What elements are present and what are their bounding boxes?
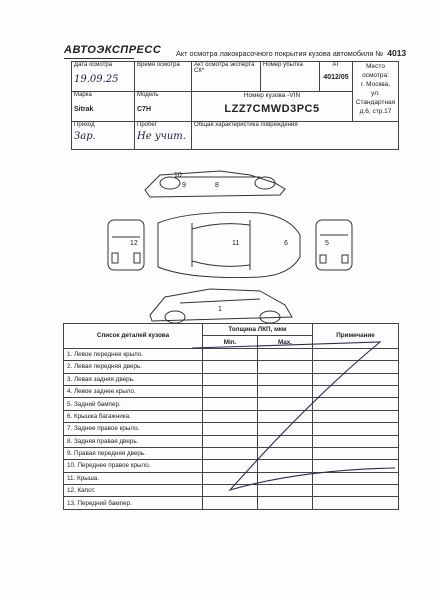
part-label-11: 11	[232, 240, 240, 247]
header-form-table	[71, 61, 399, 150]
part-name: 8. Задняя правая дверь.	[64, 435, 203, 447]
time-cell	[135, 62, 192, 92]
part-name: 7. Заднее правое крыло.	[64, 423, 203, 435]
part-name: 5. Задний бампер.	[64, 398, 203, 410]
place-label: Место осмотра:	[362, 63, 389, 79]
expert-label: Акт осмотра эксперта СК*	[194, 62, 255, 74]
model-value: C7H	[137, 106, 152, 113]
model-label: Модель	[137, 92, 159, 98]
part-name: 6. Крышка багажника.	[64, 410, 203, 422]
car-rear-view	[316, 220, 352, 270]
expert-cell	[192, 62, 261, 92]
damage-cell	[192, 122, 399, 150]
col-min-header: Min.	[203, 336, 258, 348]
company-logo: АВТОЭКСПРЕСС	[64, 44, 162, 56]
title-text: Акт осмотра лакокрасочного покрытия кузова автомобиля №	[176, 49, 384, 58]
brand-label: Марка	[74, 92, 92, 98]
car-top-view	[158, 212, 300, 277]
claim-label: Номер убытка	[263, 62, 303, 68]
part-label-12: 12	[130, 240, 138, 247]
inspection-place	[353, 62, 399, 122]
part-label-10: 10	[174, 172, 182, 179]
part-label-5: 5	[325, 240, 329, 247]
col-thickness-header: Толщина ЛКП, мкм	[203, 324, 313, 336]
part-label-6: 6	[284, 240, 288, 247]
col-list-header: Список деталей кузова	[64, 324, 203, 349]
part-name: 12. Капот.	[64, 485, 203, 497]
ac-value: 4012/05	[323, 74, 349, 81]
part-name: 13. Передний бампер.	[64, 497, 203, 509]
claim-cell	[261, 62, 320, 92]
part-name: 4. Левое заднее крыло.	[64, 385, 203, 397]
place-line-3: д.6, стр.17	[359, 108, 392, 115]
part-label-1: 1	[218, 306, 222, 313]
part-label-8: 8	[215, 182, 219, 189]
vin-label: Номер кузова -VIN	[243, 92, 301, 99]
place-line-2: ул. Стандартная	[355, 90, 396, 106]
arrival-label: Приход	[74, 122, 95, 128]
part-name: 1. Левое переднее крыло.	[64, 348, 203, 360]
part-name: 10. Переднее правое крыло.	[64, 460, 203, 472]
part-name: 11. Крыша.	[64, 472, 203, 484]
mileage-value: Не учит.	[137, 131, 186, 142]
mileage-label: Пробег	[137, 122, 157, 128]
arrival-value: Зар.	[74, 131, 96, 142]
part-name: 9. Правая передняя дверь.	[64, 447, 203, 459]
brand-value: Sitrak	[74, 106, 94, 113]
col-max-header: Max.	[258, 336, 313, 348]
damage-label: Общая характеристика повреждения	[194, 122, 298, 128]
ac-label: АТ	[332, 62, 340, 68]
place-line-1: г. Москва,	[360, 81, 391, 88]
handwritten-z-strikethrough	[190, 340, 400, 510]
col-note-header: Примечание	[313, 324, 399, 349]
part-label-9: 9	[182, 182, 186, 189]
part-name: 2. Левая передняя дверь.	[64, 361, 203, 373]
date-value: 19.09.25	[74, 74, 119, 85]
document-title	[176, 48, 406, 58]
car-body-diagram	[100, 165, 360, 345]
date-label: Дата осмотра	[74, 62, 113, 68]
time-label: Время осмотра	[137, 62, 180, 68]
act-number: 4013	[387, 48, 407, 58]
car-front-view	[108, 220, 144, 270]
logo-underline	[64, 58, 134, 59]
vin-value: LZZ7CMWD3PC5	[224, 103, 320, 115]
part-name: 3. Левая задняя дверь.	[64, 373, 203, 385]
